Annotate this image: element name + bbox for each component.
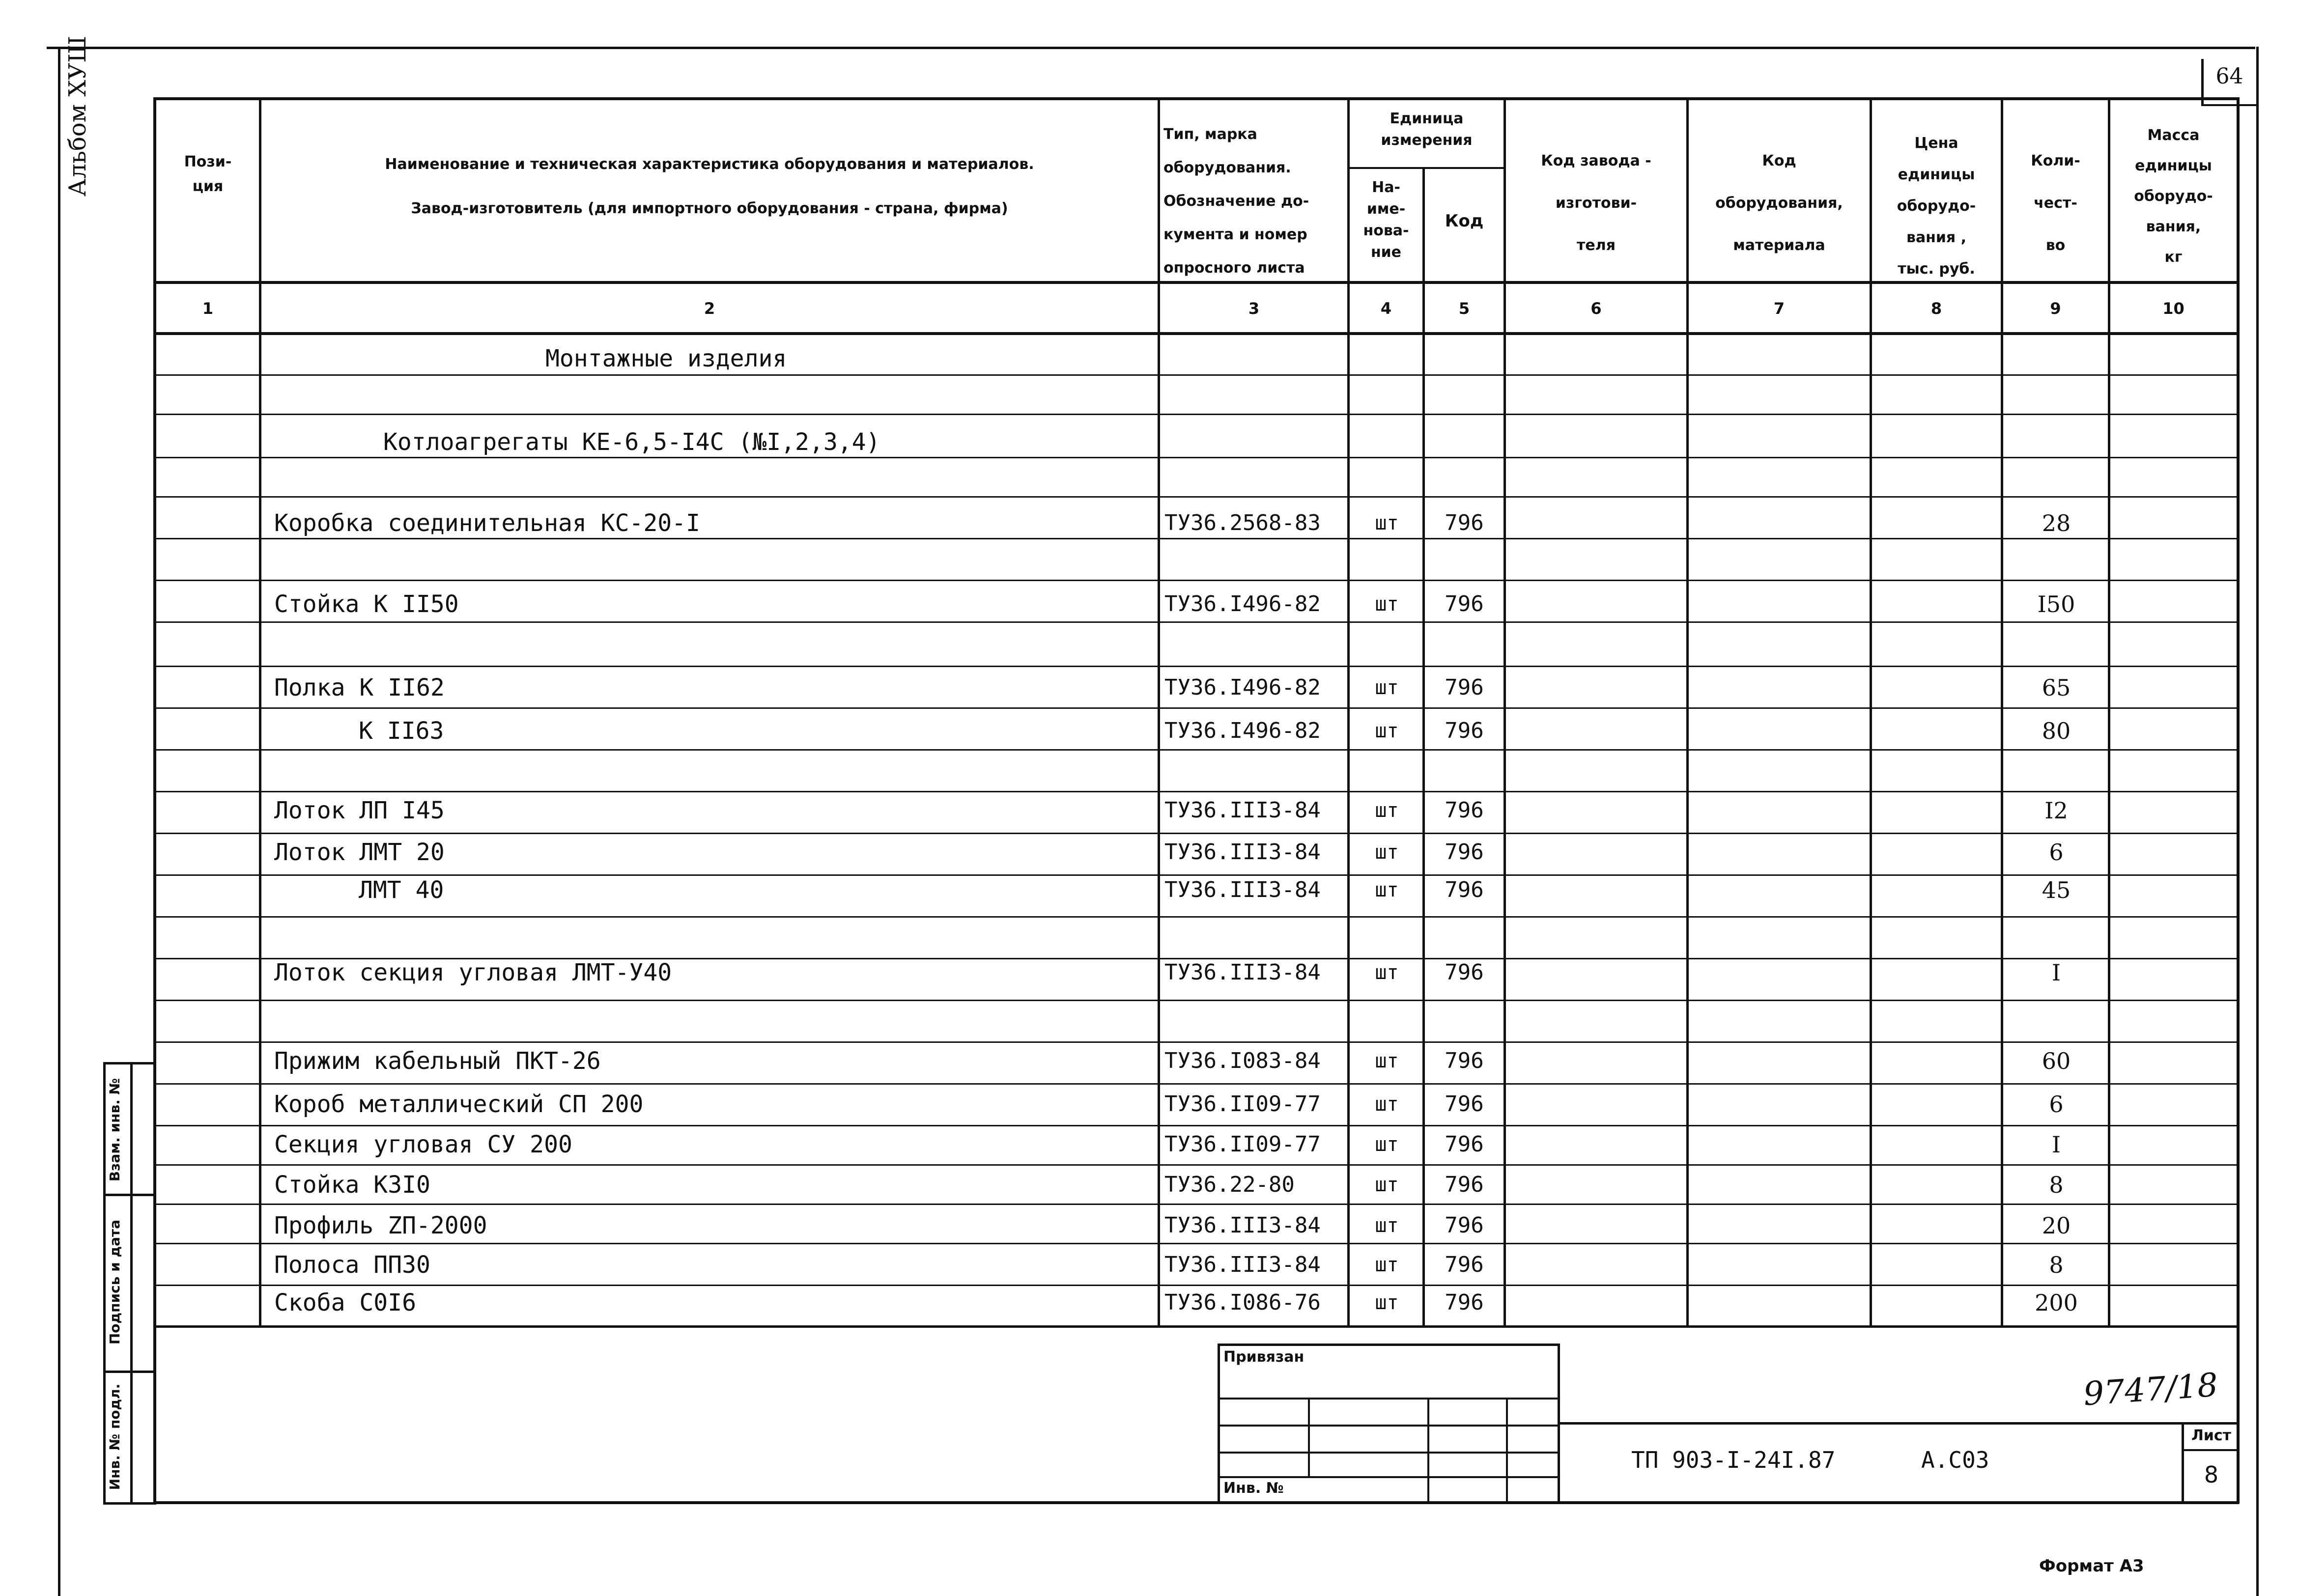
- col-sep-6: [1686, 97, 1689, 1328]
- header-mass-l4: вания,: [2146, 218, 2201, 235]
- stamp-col-left: [103, 1062, 106, 1504]
- row-line: [153, 707, 2239, 709]
- section-subtitle: Котлоагрегаты КЕ-6,5-I4С (№I,2,3,4): [383, 428, 880, 456]
- row-code: 796: [1445, 718, 1484, 743]
- outer-frame-right: [2256, 47, 2259, 1596]
- page-number: 64: [2215, 64, 2243, 89]
- row-line: [153, 1125, 2239, 1126]
- tb-project-code: ТП 903-I-24I.87: [1631, 1447, 1836, 1473]
- row-unit: шт: [1375, 879, 1399, 901]
- row-line: [153, 1083, 2239, 1085]
- header-price-l3: оборудо-: [1897, 197, 1976, 215]
- row-qty: I: [2051, 959, 2061, 986]
- row-unit: шт: [1375, 799, 1399, 822]
- colnum-6: 6: [1590, 299, 1602, 318]
- header-qty-l1: Коли-: [2031, 152, 2080, 169]
- table-right: [2237, 97, 2240, 1504]
- header-price-l5: тыс. руб.: [1898, 260, 1975, 278]
- row-line: [153, 666, 2239, 667]
- colnum-8: 8: [1930, 299, 1942, 318]
- header-unit-name-l2: име-: [1366, 200, 1406, 218]
- row-code: 796: [1445, 1213, 1484, 1238]
- col-sep-1: [259, 97, 261, 1328]
- row-code: 796: [1445, 675, 1484, 700]
- stamp-vzam: Взам. инв. №: [107, 1078, 123, 1182]
- tb-v2: [1427, 1398, 1429, 1503]
- row-line: [153, 1204, 2239, 1205]
- row-line: [153, 1041, 2239, 1043]
- row-unit: шт: [1375, 1291, 1399, 1314]
- row-name: Полка К II62: [274, 674, 445, 701]
- table-body-bottom: [153, 1325, 2239, 1328]
- row-name: Лоток секция угловая ЛМТ-У40: [274, 959, 672, 986]
- row-line: [153, 457, 2239, 458]
- header-mass-l5: кг: [2164, 249, 2183, 266]
- row-qty: 80: [2042, 718, 2071, 744]
- row-name: Стойка К II50: [274, 590, 459, 618]
- tb-sheet-number: 8: [2204, 1461, 2219, 1488]
- stamp-bottom: [103, 1502, 156, 1505]
- table-top: [153, 97, 2239, 100]
- tb-v3: [1506, 1398, 1508, 1503]
- header-factory-l3: теля: [1577, 237, 1616, 254]
- row-doc: ТУ36.III3-84: [1164, 1213, 1321, 1238]
- row-doc: ТУ36.III3-84: [1164, 798, 1321, 823]
- row-qty: 45: [2042, 877, 2071, 903]
- header-quantity: [2003, 140, 2108, 267]
- row-unit: шт: [1375, 1174, 1399, 1196]
- row-qty: 8: [2049, 1252, 2064, 1278]
- stamp-sep-1: [103, 1194, 156, 1196]
- header-unit-name-l3: нова-: [1363, 222, 1409, 239]
- row-line: [153, 538, 2239, 539]
- row-code: 796: [1445, 591, 1484, 616]
- tb-handwritten-number: 9747/18: [2082, 1366, 2219, 1413]
- header-price: [1872, 128, 2001, 285]
- row-code: 796: [1445, 1132, 1484, 1157]
- row-code: 796: [1445, 840, 1484, 865]
- header-equip-l1: Код: [1762, 152, 1796, 169]
- row-code: 796: [1445, 1290, 1484, 1315]
- header-position: [156, 150, 259, 199]
- row-doc: ТУ36.III3-84: [1164, 1252, 1321, 1277]
- header-factory-l2: изготови-: [1555, 195, 1637, 212]
- row-name: Секция угловая СУ 200: [274, 1131, 572, 1158]
- header-equip-l2: оборудования,: [1715, 195, 1843, 212]
- colnum-10: 10: [2162, 299, 2185, 318]
- header-name-line1: Наименование и техническая характеристика оборудования и материалов.: [385, 156, 1034, 173]
- row-doc: ТУ36.II09-77: [1164, 1132, 1321, 1157]
- outer-frame-top: [47, 47, 2255, 49]
- row-code: 796: [1445, 510, 1484, 535]
- row-unit: шт: [1375, 1254, 1399, 1276]
- row-name: Лоток ЛМТ 20: [274, 839, 445, 866]
- row-name: Полоса ПП30: [274, 1251, 430, 1279]
- title-block-bottom: [153, 1501, 2239, 1504]
- header-type-line1: Тип, марка: [1163, 126, 1257, 143]
- row-code: 796: [1445, 1048, 1484, 1073]
- row-line: [153, 916, 2239, 918]
- col-sep-2: [1158, 97, 1160, 1328]
- row-line: [153, 1285, 2239, 1286]
- header-type-line5: опросного листа: [1163, 259, 1305, 277]
- row-qty: I: [2051, 1131, 2061, 1158]
- tb-privyazan-top: [1218, 1344, 1559, 1346]
- tb-album-code: А.С03: [1921, 1447, 1989, 1473]
- row-doc: ТУ36.22-80: [1164, 1172, 1295, 1197]
- row-name: Стойка К3I0: [274, 1171, 430, 1199]
- tb-privyazan-left: [1218, 1344, 1220, 1503]
- row-unit: шт: [1375, 1093, 1399, 1116]
- row-unit: шт: [1375, 961, 1399, 984]
- col-sep-5: [1504, 97, 1506, 1328]
- row-unit: шт: [1375, 593, 1399, 616]
- header-type-line4: кумента и номер: [1163, 226, 1307, 243]
- row-line: [153, 833, 2239, 834]
- row-unit: шт: [1375, 676, 1399, 699]
- header-name: [260, 142, 1159, 231]
- row-code: 796: [1445, 1252, 1484, 1277]
- colnum-5: 5: [1458, 299, 1470, 318]
- tb-sheet-divider: [2182, 1449, 2239, 1451]
- header-unit-name: [1350, 177, 1422, 263]
- header-unit-code: Код: [1445, 211, 1484, 231]
- header-unit-line2: измерения: [1381, 132, 1473, 149]
- header-factory-code: [1506, 140, 1686, 267]
- header-price-l1: Цена: [1914, 135, 1958, 152]
- row-unit: шт: [1375, 1050, 1399, 1072]
- header-unit-name-l4: ние: [1370, 244, 1402, 261]
- row-code: 796: [1445, 877, 1484, 902]
- colnum-7: 7: [1773, 299, 1785, 318]
- row-doc: ТУ36.III3-84: [1164, 877, 1321, 902]
- row-line: [153, 496, 2239, 498]
- colnum-2: 2: [704, 299, 715, 318]
- header-type-line3: Обозначение до-: [1163, 193, 1309, 210]
- row-qty: 65: [2042, 674, 2071, 701]
- row-unit: шт: [1375, 841, 1399, 864]
- header-unit-name-l1: На-: [1372, 179, 1400, 196]
- row-doc: ТУ36.I086-76: [1164, 1290, 1321, 1315]
- header-type-line2: оборудования.: [1163, 159, 1291, 176]
- row-unit: шт: [1375, 1214, 1399, 1237]
- row-name: Короб металлический СП 200: [274, 1091, 644, 1118]
- header-mass-l3: оборудо-: [2134, 188, 2213, 205]
- row-name: Коробка соединительная КС-20-I: [274, 509, 700, 537]
- header-mass: [2110, 120, 2237, 273]
- row-name: К II63: [359, 717, 444, 745]
- row-qty: 60: [2042, 1048, 2071, 1074]
- row-qty: I50: [2037, 591, 2075, 617]
- row-doc: ТУ36.I496-82: [1164, 718, 1321, 743]
- stamp-inv-podl: Инв. № подл.: [107, 1383, 123, 1490]
- tb-sheet-label: Лист: [2191, 1427, 2232, 1444]
- row-name: Лоток ЛП I45: [274, 797, 445, 824]
- header-qty-l2: чест-: [2034, 195, 2077, 212]
- tb-v1: [1308, 1398, 1310, 1476]
- stamp-top: [103, 1062, 156, 1064]
- row-name: Скоба С0I6: [274, 1289, 416, 1316]
- row-qty: 6: [2049, 839, 2064, 866]
- header-unit-group: [1350, 108, 1504, 151]
- colnum-9: 9: [2050, 299, 2061, 318]
- row-unit: шт: [1375, 1133, 1399, 1156]
- tb-main-top: [1559, 1422, 2239, 1425]
- tb-privyazan: Привязан: [1223, 1348, 1305, 1366]
- header-type: [1163, 118, 1345, 285]
- row-line: [153, 1243, 2239, 1244]
- outer-frame-left: [58, 47, 60, 1596]
- row-line: [153, 1164, 2239, 1166]
- row-doc: ТУ36.I083-84: [1164, 1048, 1321, 1073]
- header-position-line2: ция: [192, 178, 224, 195]
- header-equipment-code: [1689, 140, 1870, 267]
- header-price-l2: единицы: [1898, 166, 1975, 183]
- unit-group-divider: [1347, 167, 1504, 169]
- stamp-podpis: Подпись и дата: [107, 1219, 123, 1345]
- row-qty: I2: [2044, 797, 2068, 824]
- row-line: [153, 374, 2239, 376]
- row-line: [153, 749, 2239, 751]
- tb-inv-no: Инв. №: [1223, 1480, 1284, 1497]
- row-name: Прижим кабельный ПКТ-26: [274, 1047, 601, 1075]
- row-line: [153, 791, 2239, 792]
- row-line: [153, 580, 2239, 581]
- row-qty: 28: [2042, 510, 2071, 536]
- col-sep-9: [2108, 97, 2110, 1328]
- header-unit-line1: Единица: [1390, 110, 1464, 127]
- section-title: Монтажные изделия: [545, 345, 787, 372]
- header-factory-l1: Код завода -: [1541, 152, 1651, 169]
- header-equip-l3: материала: [1733, 237, 1825, 254]
- header-mass-l1: Масса: [2147, 127, 2200, 144]
- row-name: ЛМТ 40: [359, 876, 444, 904]
- row-code: 796: [1445, 798, 1484, 823]
- row-line: [153, 1000, 2239, 1001]
- row-doc: ТУ36.I496-82: [1164, 591, 1321, 616]
- tb-sheet-left: [2182, 1422, 2184, 1503]
- row-doc: ТУ36.2568-83: [1164, 510, 1321, 535]
- row-doc: ТУ36.III3-84: [1164, 840, 1321, 865]
- header-price-l4: вания ,: [1906, 229, 1967, 246]
- row-qty: 6: [2049, 1091, 2064, 1118]
- row-unit: шт: [1375, 512, 1399, 534]
- row-code: 796: [1445, 960, 1484, 985]
- header-position-line1: Пози-: [184, 153, 232, 170]
- header-name-line2: Завод-изготовитель (для импортного оборудования - страна, фирма): [411, 200, 1008, 217]
- format-label: Формат А3: [2039, 1556, 2144, 1576]
- colnum-3: 3: [1248, 299, 1260, 318]
- row-qty: 20: [2042, 1212, 2071, 1239]
- row-doc: ТУ36.II09-77: [1164, 1092, 1321, 1117]
- colnum-bottom-line: [153, 332, 2239, 335]
- row-doc: ТУ36.I496-82: [1164, 675, 1321, 700]
- row-line: [153, 621, 2239, 623]
- header-mass-l2: единицы: [2135, 157, 2212, 174]
- album-label: Альбом ХУШ: [64, 36, 91, 196]
- colnum-4: 4: [1380, 299, 1392, 318]
- header-qty-l3: во: [2045, 237, 2066, 254]
- row-qty: 8: [2049, 1172, 2064, 1198]
- colnum-1: 1: [202, 299, 214, 318]
- row-code: 796: [1445, 1172, 1484, 1197]
- row-doc: ТУ36.III3-84: [1164, 960, 1321, 985]
- row-code: 796: [1445, 1092, 1484, 1117]
- stamp-col-divider: [130, 1062, 133, 1504]
- row-unit: шт: [1375, 720, 1399, 742]
- col-sep-8: [2001, 97, 2003, 1328]
- row-line: [153, 414, 2239, 415]
- row-name: Профиль ZП-2000: [274, 1212, 487, 1239]
- row-qty: 200: [2035, 1289, 2078, 1316]
